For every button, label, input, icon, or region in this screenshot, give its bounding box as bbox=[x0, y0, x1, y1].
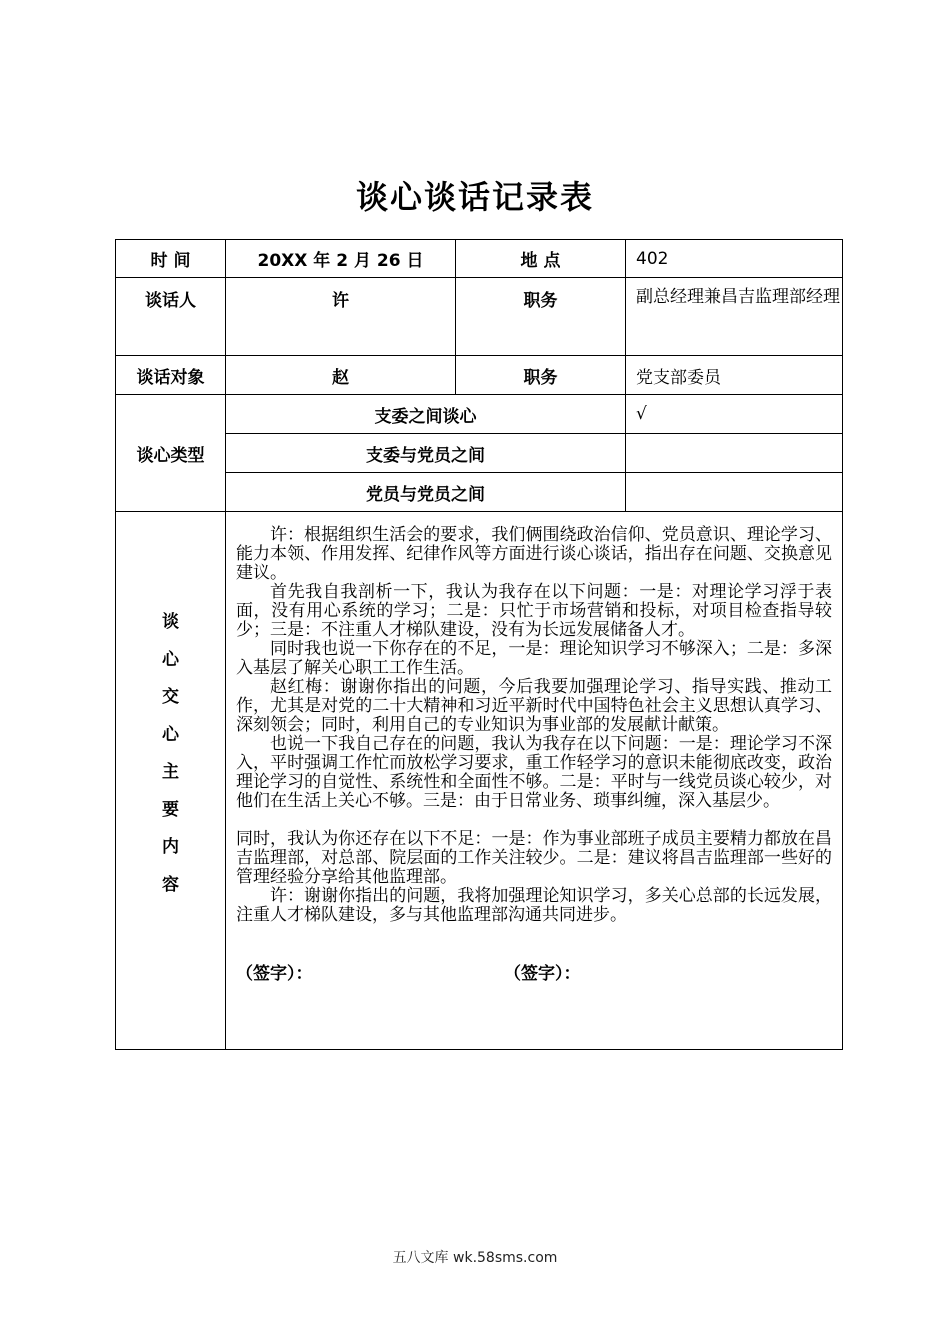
target-value: 赵 bbox=[226, 356, 456, 395]
place-value: 402 bbox=[626, 240, 843, 278]
talk-type-option: 党员与党员之间 bbox=[226, 473, 626, 512]
signature-2: （签字）： bbox=[504, 964, 581, 984]
content-paragraph: 也说一下我自己存在的问题，我认为我存在以下问题：一是：理论学习不深入，平时强调工作忙而放松学习要求，重工作轻学习的意识未能彻底改变，政治理论学习的自觉性、系统性和全面性不够。二是：平时与一线党员谈心较少，对他们在生活上关心不够。三是：由于日常业务、琐事纠缠，深入基层少。 bbox=[236, 734, 832, 811]
content-label-char: 容 bbox=[162, 874, 179, 895]
time-label: 时 间 bbox=[116, 240, 226, 278]
content-paragraph: 同时我也说一下你存在的不足，一是：理论知识学习不够深入；二是：多深入基层了解关心职工工作生活。 bbox=[236, 639, 832, 678]
content-paragraph: 许：根据组织生活会的要求，我们俩围绕政治信仰、党员意识、理论学习、能力本领、作用发挥、纪律作风等方面进行谈心谈话，指出存在问题、交换意见建议。 bbox=[236, 525, 832, 583]
content-label-char: 谈 bbox=[162, 612, 179, 632]
content-label-char: 交 bbox=[162, 687, 179, 707]
content-label-char: 主 bbox=[162, 762, 179, 782]
content-label bbox=[116, 512, 226, 1050]
content-body bbox=[226, 512, 843, 1050]
talk-type-check bbox=[626, 434, 843, 473]
content-paragraph: 同时，我认为你还存在以下不足：一是：作为事业部班子成员主要精力都放在昌吉监理部，对总部、院层面的工作关注较少。二是：建议将昌吉监理部一些好的管理经验分享给其他监理部。 bbox=[236, 829, 832, 887]
talk-type-option: 支委与党员之间 bbox=[226, 434, 626, 473]
speaker-post-value: 副总经理兼昌吉监理部经理 bbox=[626, 278, 843, 356]
signature-row bbox=[236, 965, 832, 984]
footer-watermark: 五八文库 wk.58sms.com bbox=[392, 1250, 558, 1266]
target-post-label: 职务 bbox=[456, 356, 626, 395]
target-label: 谈话对象 bbox=[116, 356, 226, 395]
record-table bbox=[115, 239, 843, 1050]
talk-type-check bbox=[626, 473, 843, 512]
content-label-char: 心 bbox=[162, 649, 179, 670]
talk-type-check: √ bbox=[626, 395, 843, 434]
content-label-char: 要 bbox=[162, 799, 179, 820]
place-label: 地 点 bbox=[456, 240, 626, 278]
target-post-value: 党支部委员 bbox=[626, 356, 843, 395]
content-paragraph: 首先我自我剖析一下，我认为我存在以下问题：一是：对理论学习浮于表面，没有用心系统的学习；二是：只忙于市场营销和投标，对项目检查指导较少；三是：不注重人才梯队建设，没有为长远发展储备人才。 bbox=[236, 582, 832, 640]
signature-1: （签字）： bbox=[236, 964, 313, 984]
speaker-value: 许 bbox=[226, 278, 456, 356]
content-paragraph: 许：谢谢你指出的问题，我将加强理论知识学习，多关心总部的长远发展，注重人才梯队建设，多与其他监理部沟通共同进步。 bbox=[236, 886, 832, 925]
content-label-char: 心 bbox=[162, 724, 179, 745]
time-value: 20XX 年 2 月 26 日 bbox=[226, 240, 456, 278]
speaker-label: 谈话人 bbox=[116, 278, 226, 356]
page-title: 谈心谈话记录表 bbox=[355, 178, 594, 216]
speaker-post-label: 职务 bbox=[456, 278, 626, 356]
content-paragraph: 赵红梅：谢谢你指出的问题，今后我要加强理论学习、指导实践、推动工作，尤其是对党的二十大精神和习近平新时代中国特色社会主义思想认真学习、深刻领会；同时，利用自己的专业知识为事业部的发展献计献策。 bbox=[236, 677, 832, 735]
content-label-char: 内 bbox=[162, 837, 179, 857]
talk-type-label: 谈心类型 bbox=[116, 395, 226, 512]
talk-type-option: 支委之间谈心 bbox=[226, 395, 626, 434]
